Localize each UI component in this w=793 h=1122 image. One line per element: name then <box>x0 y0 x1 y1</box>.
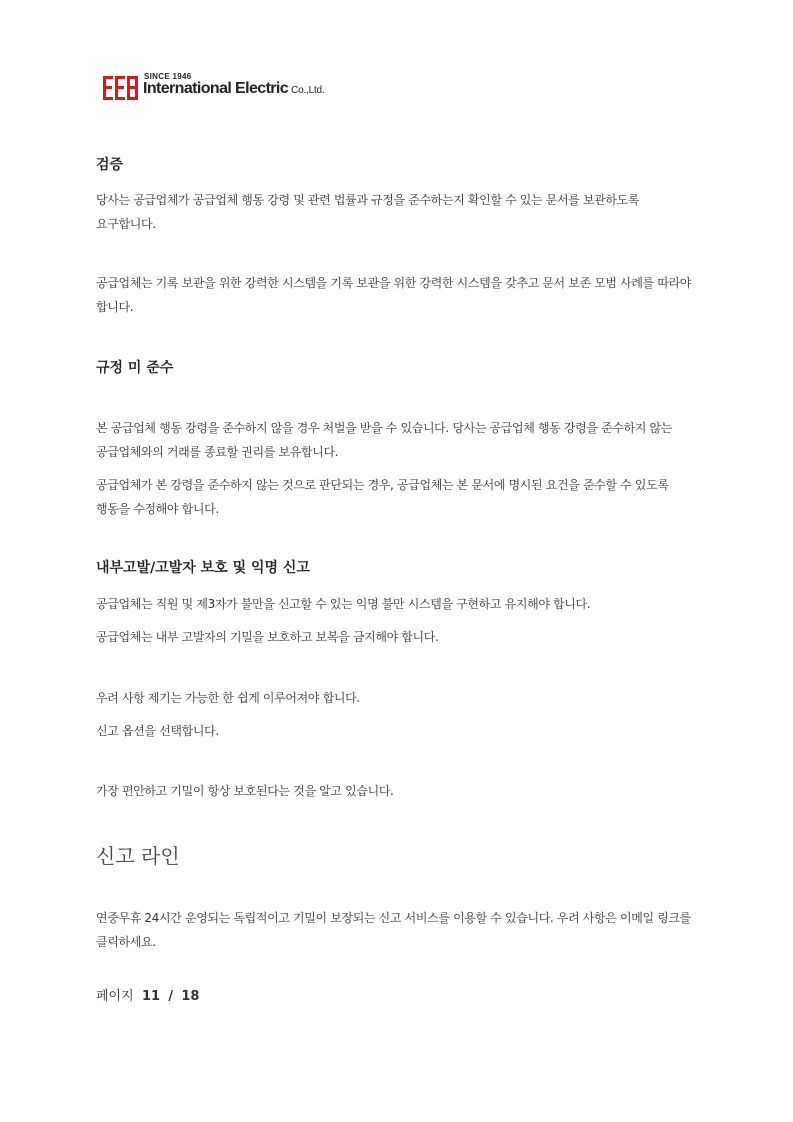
company-logo-mark <box>101 74 141 102</box>
total-pages: 18 <box>181 989 200 1004</box>
non-compliance-heading-block <box>96 358 696 378</box>
reporting-line-paragraph-1: 연중무휴 24시간 운영되는 독립적이고 기밀이 보장되는 신고 서비스를 이용할 수 있습니다. 우려 사항은 이메일 링크를 클릭하세요. <box>96 911 691 949</box>
page-label: 페이지 <box>96 989 134 1004</box>
section-heading-reporting-line: 신고 라인 <box>96 844 180 868</box>
section-heading-verification: 검증 <box>96 157 124 173</box>
verification-p2-block <box>96 271 696 319</box>
whistleblower-p5-block <box>96 779 696 803</box>
company-logo <box>101 72 341 104</box>
company-name-text: International Electric <box>143 80 289 97</box>
whistleblower-p3-block <box>96 686 696 710</box>
verification-paragraph-1: 당사는 공급업체가 공급업체 행동 강령 및 관련 법률과 규정을 준수하는지 확인할 수 있는 문서를 보관하도록 요구합니다. <box>96 193 640 231</box>
non-compliance-p2-block <box>96 473 696 521</box>
whistleblower-heading-block <box>96 558 696 578</box>
page-number <box>96 987 696 1007</box>
company-name <box>143 80 325 98</box>
current-page: 11 <box>141 989 161 1004</box>
section-heading-whistleblower: 내부고발/고발자 보호 및 익명 신고 <box>96 560 310 576</box>
verification-p1-block <box>96 188 696 236</box>
whistleblower-paragraph-4: 신고 옵션을 선택합니다. <box>96 724 219 738</box>
reporting-line-heading-block <box>96 842 696 870</box>
section-heading-non-compliance: 규정 미 준수 <box>96 360 174 376</box>
verification-heading-block <box>96 155 696 175</box>
whistleblower-p4-block <box>96 719 696 743</box>
whistleblower-p1-block <box>96 592 696 616</box>
whistleblower-p2-block <box>96 625 696 649</box>
whistleblower-paragraph-3: 우려 사항 제기는 가능한 한 쉽게 이루어져야 합니다. <box>96 691 360 705</box>
whistleblower-paragraph-2: 공급업체는 내부 고발자의 기밀을 보호하고 보복을 금지해야 합니다. <box>96 630 439 644</box>
whistleblower-paragraph-5: 가장 편안하고 기밀이 항상 보호된다는 것을 알고 있습니다. <box>96 784 394 798</box>
whistleblower-paragraph-1: 공급업체는 직원 및 제3자가 불만을 신고할 수 있는 익명 불만 시스템을 구현하고 유지해야 합니다. <box>96 597 591 611</box>
non-compliance-p1-block <box>96 416 696 464</box>
reporting-line-p1-block <box>96 906 696 954</box>
non-compliance-paragraph-2: 공급업체가 본 강령을 준수하지 않는 것으로 판단되는 경우, 공급업체는 본 문서에 명시된 요건을 준수할 수 있도록 행동을 수정해야 합니다. <box>96 478 669 516</box>
page-separator: / <box>168 989 174 1004</box>
non-compliance-paragraph-1: 본 공급업체 행동 강령을 준수하지 않을 경우 처벌을 받을 수 있습니다. 당사는 공급업체 행동 강령을 준수하지 않는 공급업체와의 거래를 종료할 권리를 보유합니다. <box>96 421 673 459</box>
company-suffix: Co.,Ltd. <box>291 85 325 96</box>
since-label: SINCE 1946 <box>144 72 192 81</box>
verification-paragraph-2: 공급업체는 기록 보관을 위한 강력한 시스템을 기록 보관을 위한 강력한 시스템을 갖추고 문서 보존 모범 사례를 따라야 합니다. <box>96 276 692 314</box>
